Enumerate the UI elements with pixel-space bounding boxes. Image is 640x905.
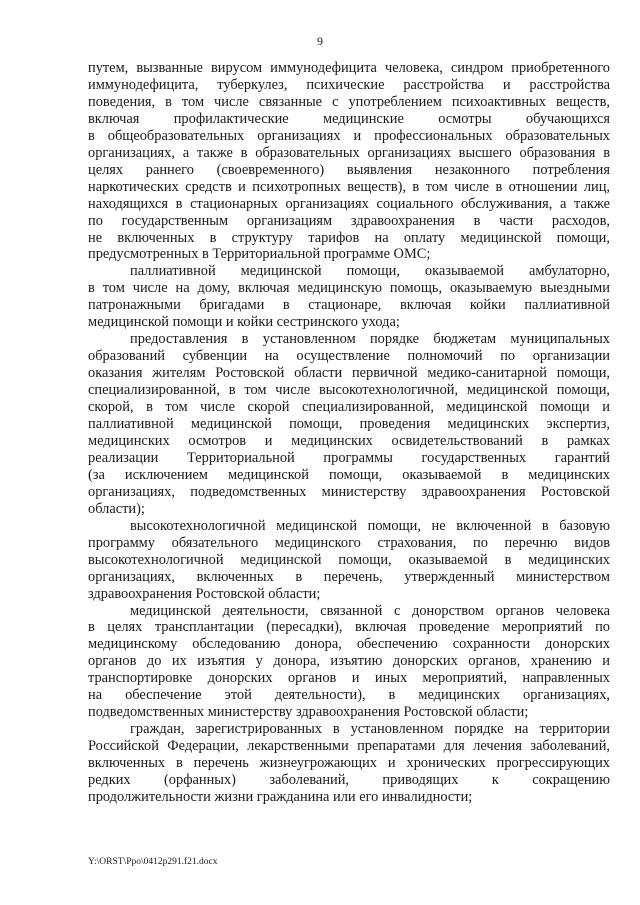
text-line: (за исключением медицинской помощи, оказываемой в медицинских (88, 466, 610, 483)
text-line: оказания жителям Ростовской области первичной медико-санитарной помощи, (88, 365, 610, 382)
text-line: высокотехнологичной медицинской помощи, не включенной в базовую (130, 517, 610, 534)
text-line: медицинской помощи и койки сестринского ухода; (88, 314, 400, 331)
text-line: паллиативной медицинской помощи, оказываемой амбулаторно, (130, 263, 610, 280)
text-line: в целях трансплантации (пересадки), включая проведение мероприятий по (88, 619, 610, 636)
text-line: предоставления в установленном порядке бюджетам муниципальных (130, 331, 610, 348)
text-line: здравоохранения Ростовской области; (88, 585, 321, 602)
text-line: наркотических средств и психотропных веществ), в том числе в отношении лиц, (88, 178, 610, 195)
text-line: реализации Территориальной программы государственных гарантий (88, 449, 610, 466)
document-body (88, 60, 610, 806)
text-line: области); (88, 500, 145, 517)
file-path-footer: Y:\ORST\Ppo\0412p291.f21.docx (88, 857, 218, 867)
text-line: продолжительности жизни гражданина или его инвалидности; (88, 788, 473, 805)
text-line: поведения, в том числе связанные с употреблением психоактивных веществ, (88, 93, 610, 110)
text-line: организациях, подведомственных министерству здравоохранения Ростовской (88, 483, 610, 500)
text-line: Российской Федерации, лекарственными препаратами для лечения заболеваний, (88, 738, 610, 755)
text-line: целях раннего (своевременного) выявления незаконного потребления (88, 161, 610, 178)
text-line: подведомственных министерству здравоохранения Ростовской области; (88, 704, 529, 721)
text-line: предусмотренных в Территориальной программе ОМС; (88, 246, 431, 263)
text-line: находящихся в стационарных организациях социального обслуживания, а также (88, 195, 610, 212)
text-line: паллиативной медицинской помощи, проведения медицинских экспертиз, (88, 416, 610, 433)
text-line: организациях, включенных в перечень, утвержденный министерством (88, 568, 610, 585)
text-line: по государственным организациям здравоохранения в части расходов, (88, 212, 610, 229)
page-number: 9 (317, 34, 323, 48)
text-line: на обеспечение этой деятельности), в медицинских организациях, (88, 687, 610, 704)
text-line: иммунодефицита, туберкулез, психические расстройства и расстройства (88, 76, 610, 93)
text-line: редких (орфанных) заболеваний, приводящих к сокращению (88, 772, 610, 789)
text-line: транспортировке донорских органов и иных мероприятий, направленных (88, 670, 610, 687)
text-line: не включенных в структуру тарифов на оплату медицинской помощи, (88, 229, 610, 246)
text-line: медицинскому обследованию донора, обеспечению сохранности донорских (88, 636, 610, 653)
text-line: медицинских осмотров и медицинских освидетельствований в рамках (88, 432, 610, 449)
text-line: органов до их изъятия у донора, изъятию донорских органов, хранению и (88, 653, 610, 670)
text-line: программу обязательного медицинского страхования, по перечню видов (88, 534, 610, 551)
text-line: специализированной, в том числе высокотехнологичной, медицинской помощи, (88, 382, 610, 399)
text-line: путем, вызванные вирусом иммунодефицита человека, синдром приобретенного (88, 60, 610, 76)
text-line: медицинской деятельности, связанной с донорством органов человека (130, 602, 610, 619)
text-line: в том числе на дому, включая медицинскую помощь, оказываемую выездными (88, 280, 610, 297)
text-line: включая профилактические медицинские осмотры обучающихся (88, 110, 610, 127)
text-line: высокотехнологичной медицинской помощи, оказываемой в медицинских (88, 551, 610, 568)
text-line: образований субвенции на осуществление полномочий по организации (88, 348, 610, 365)
text-line: в общеобразовательных организациях и профессиональных образовательных (88, 127, 610, 144)
text-line: включенных в перечень жизнеугрожающих и хронических прогрессирующих (88, 755, 610, 772)
text-line: скорой, в том числе скорой специализированной, медицинской помощи и (88, 399, 610, 416)
text-line: граждан, зарегистрированных в установленном порядке на территории (130, 721, 610, 738)
text-line: патронажными бригадами в стационаре, включая койки паллиативной (88, 297, 610, 314)
text-line: организациях, а также в образовательных организациях высшего образования в (88, 144, 610, 161)
